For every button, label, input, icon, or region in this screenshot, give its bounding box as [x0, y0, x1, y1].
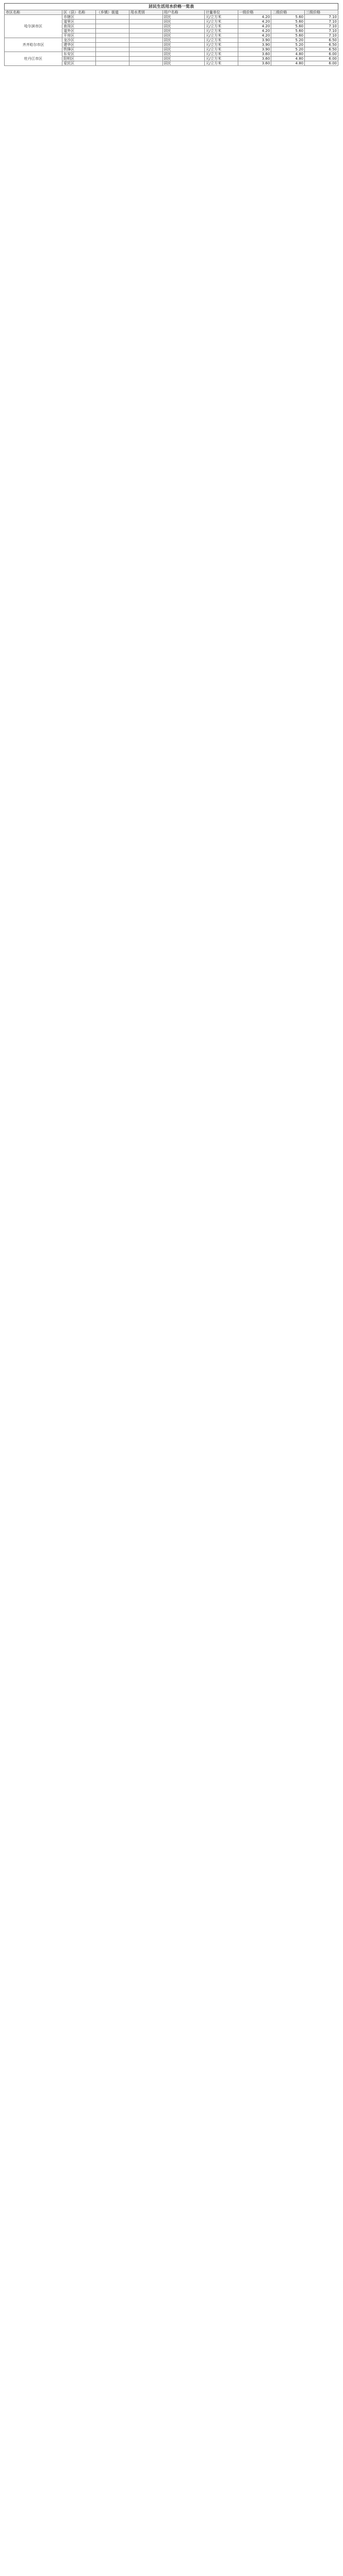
- table-cell: 居民: [162, 29, 204, 33]
- col-header: 市区名称: [5, 10, 62, 15]
- table-cell: 6.50: [305, 43, 338, 47]
- table-cell: 元/立方米: [204, 57, 238, 61]
- table-cell: 阳明区: [62, 57, 96, 61]
- price-table: [4, 10, 338, 66]
- table-cell: 居民: [162, 33, 204, 38]
- col-header: （乡镇）街道: [95, 10, 129, 15]
- table-cell: 居民: [162, 47, 204, 52]
- table-cell: [95, 15, 129, 20]
- table-cell: 3.60: [238, 52, 271, 57]
- table-cell: 5.20: [271, 43, 305, 47]
- table-cell: 3.90: [238, 43, 271, 47]
- table-cell: 南岗区: [62, 24, 96, 29]
- group-name-cell: 牡丹江市区: [5, 52, 62, 66]
- table-cell: 元/立方米: [204, 24, 238, 29]
- table-cell: 4.20: [238, 24, 271, 29]
- table-cell: 4.80: [271, 57, 305, 61]
- table-cell: [129, 24, 162, 29]
- table-row: [5, 52, 338, 57]
- table-cell: 居民: [162, 57, 204, 61]
- col-header: 区（县）名称: [62, 10, 96, 15]
- table-cell: 4.20: [238, 20, 271, 24]
- table-cell: 东安区: [62, 52, 96, 57]
- table-cell: [95, 20, 129, 24]
- table-cell: 7.10: [305, 15, 338, 20]
- table-cell: 居民: [162, 38, 204, 43]
- table-cell: 5.60: [271, 20, 305, 24]
- table-cell: [129, 61, 162, 66]
- table-cell: 5.60: [271, 33, 305, 38]
- table-cell: 6.00: [305, 61, 338, 66]
- group-name-cell: 哈尔滨市区: [5, 15, 62, 38]
- table-cell: 7.10: [305, 29, 338, 33]
- table-cell: 元/立方米: [204, 47, 238, 52]
- table-cell: [95, 43, 129, 47]
- col-header: 用户名称: [162, 10, 204, 15]
- table-cell: 市辖区: [62, 15, 96, 20]
- table-cell: 5.20: [271, 47, 305, 52]
- table-cell: 建华区: [62, 43, 96, 47]
- table-cell: 居民: [162, 15, 204, 20]
- table-cell: 平房区: [62, 33, 96, 38]
- table-cell: 5.60: [271, 15, 305, 20]
- table-cell: [129, 20, 162, 24]
- table-cell: [129, 33, 162, 38]
- table-cell: [129, 29, 162, 33]
- table-cell: 4.80: [271, 52, 305, 57]
- table-cell: [95, 29, 129, 33]
- table-cell: 5.20: [271, 38, 305, 43]
- table-cell: [95, 57, 129, 61]
- table-cell: 爱民区: [62, 61, 96, 66]
- table-cell: 6.00: [305, 57, 338, 61]
- table-cell: [129, 15, 162, 20]
- col-header: 三级价格: [305, 10, 338, 15]
- sheet-title: 居民生活用水价格一览表: [4, 3, 338, 10]
- table-cell: 龙沙区: [62, 38, 96, 43]
- table-cell: 4.20: [238, 29, 271, 33]
- col-header: 用水类别: [129, 10, 162, 15]
- table-cell: [95, 47, 129, 52]
- table-cell: [95, 61, 129, 66]
- table-cell: 元/立方米: [204, 15, 238, 20]
- table-cell: 7.10: [305, 24, 338, 29]
- table-cell: 5.60: [271, 24, 305, 29]
- table-cell: [129, 38, 162, 43]
- table-cell: 6.00: [305, 52, 338, 57]
- header-row: [5, 10, 338, 15]
- table-cell: 7.10: [305, 20, 338, 24]
- table-cell: 5.60: [271, 29, 305, 33]
- table-cell: [95, 38, 129, 43]
- table-cell: 元/立方米: [204, 38, 238, 43]
- table-cell: 3.90: [238, 47, 271, 52]
- col-header: 一级价格: [238, 10, 271, 15]
- table-cell: 3.60: [238, 57, 271, 61]
- table-cell: [129, 43, 162, 47]
- table-cell: 元/立方米: [204, 20, 238, 24]
- table-cell: 元/立方米: [204, 61, 238, 66]
- table-cell: 元/立方米: [204, 43, 238, 47]
- table-cell: 3.90: [238, 38, 271, 43]
- price-sheet: [4, 3, 338, 66]
- col-header: 计量单位: [204, 10, 238, 15]
- table-cell: 居民: [162, 43, 204, 47]
- table-cell: [129, 52, 162, 57]
- table-cell: 铁锋区: [62, 47, 96, 52]
- table-cell: 元/立方米: [204, 52, 238, 57]
- table-cell: 居民: [162, 24, 204, 29]
- col-header: 二级价格: [271, 10, 305, 15]
- table-cell: 居民: [162, 61, 204, 66]
- table-cell: 3.60: [238, 61, 271, 66]
- table-cell: 4.20: [238, 33, 271, 38]
- table-cell: [129, 57, 162, 61]
- table-cell: [95, 33, 129, 38]
- group-name-cell: 齐齐哈尔市区: [5, 38, 62, 52]
- table-cell: 居民: [162, 52, 204, 57]
- table-cell: [95, 24, 129, 29]
- table-cell: [95, 52, 129, 57]
- table-cell: 4.20: [238, 15, 271, 20]
- table-cell: 6.50: [305, 47, 338, 52]
- table-cell: 7.10: [305, 33, 338, 38]
- table-cell: 4.80: [271, 61, 305, 66]
- table-row: [5, 15, 338, 20]
- table-cell: 居民: [162, 20, 204, 24]
- table-cell: 元/立方米: [204, 29, 238, 33]
- table-cell: 道里区: [62, 20, 96, 24]
- table-cell: 道外区: [62, 29, 96, 33]
- table-cell: 6.50: [305, 38, 338, 43]
- table-row: [5, 38, 338, 43]
- table-cell: 元/立方米: [204, 33, 238, 38]
- table-cell: [129, 47, 162, 52]
